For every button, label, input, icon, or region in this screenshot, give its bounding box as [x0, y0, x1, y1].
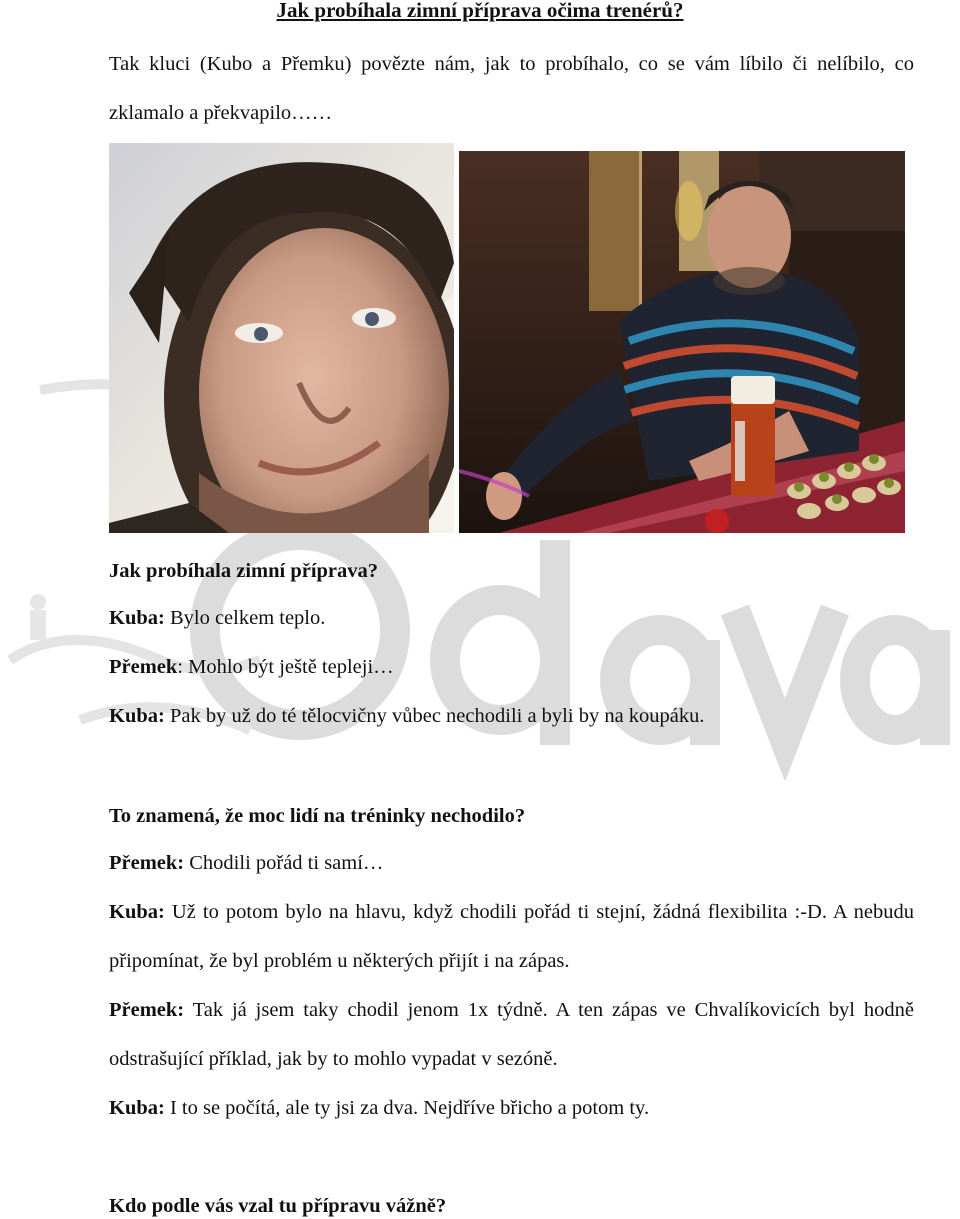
answer-text: Bylo celkem teplo. — [164, 607, 326, 629]
question-3: Kdo podle vás vzal tu přípravu vážně? — [109, 1195, 447, 1217]
question-1: Jak probíhala zimní příprava? — [109, 560, 379, 582]
answer-paragraph — [109, 888, 914, 986]
speaker-name: Kuba: — [109, 607, 165, 629]
portrait-image — [109, 143, 454, 533]
answer-text: Už to potom bylo na hlavu, když chodili pořád ti stejní, žádná flexibilita :-D. A nebudu připomínat, že byl problém u některých přijít i na zápas. — [109, 901, 914, 972]
answer-line — [109, 692, 914, 741]
speaker-name: Přemek — [109, 656, 178, 678]
answer-line — [109, 839, 914, 888]
answer-text: : Mohlo být ještě tepleji… — [177, 656, 394, 678]
answer-text: Tak já jsem taky chodil jenom 1x týdně. A ten zápas ve Chvalíkovicích byl hodně odstrašující příklad, jak by to mohlo vypadat v sezóně. — [109, 999, 914, 1070]
answer-paragraph — [109, 986, 914, 1084]
photo-premek — [459, 151, 905, 533]
answer-text: Pak by už do té tělocvičny vůbec nechodili a byli by na koupáku. — [164, 705, 705, 727]
answer-text: Chodili pořád ti samí… — [184, 852, 384, 874]
speaker-name: Přemek: — [109, 852, 185, 874]
answer-line — [109, 594, 914, 643]
photo-kuba — [109, 143, 454, 533]
article-title: Jak probíhala zimní příprava očima trenérů? — [276, 0, 684, 22]
speaker-name: Přemek: — [109, 999, 185, 1021]
speaker-name: Kuba: — [109, 705, 165, 727]
answer-line — [109, 643, 914, 692]
answer-line — [109, 1084, 914, 1133]
answer-text: I to se počítá, ale ty jsi za dva. Nejdříve břicho a potom ty. — [164, 1097, 650, 1119]
speaker-name: Kuba: — [109, 901, 165, 923]
bar-photo-image — [459, 151, 905, 533]
intro-paragraph: Tak kluci (Kubo a Přemku) povězte nám, jak to probíhalo, co se vám líbilo či nelíbilo, co zklamalo a překvapilo…… — [109, 53, 914, 124]
question-2: To znamená, že moc lidí na tréninky nechodilo? — [109, 805, 526, 827]
speaker-name: Kuba: — [109, 1097, 165, 1119]
